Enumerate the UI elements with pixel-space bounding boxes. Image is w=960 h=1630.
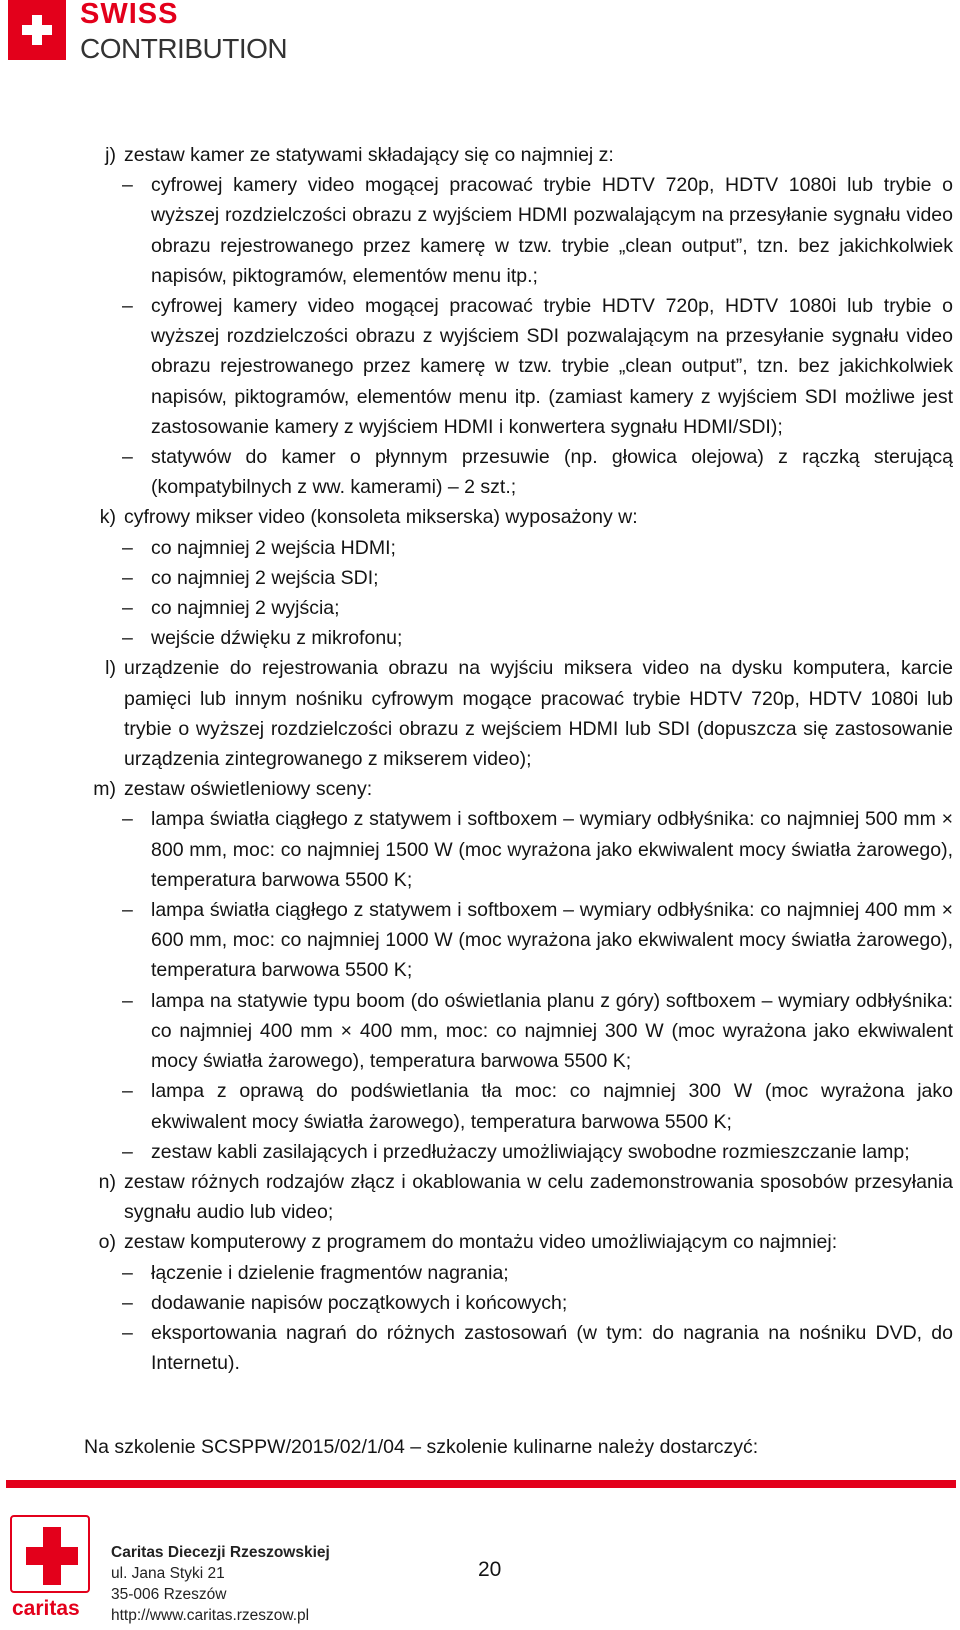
sub-list-item <box>0 170 960 291</box>
sub-list-item <box>0 1076 960 1136</box>
footer-address <box>111 1542 330 1626</box>
list-item-letter: l) <box>105 657 116 680</box>
document-body <box>0 140 960 1378</box>
list-item-letter: n) <box>98 1170 116 1193</box>
sub-list-item-text: co najmniej 2 wejścia SDI; <box>151 566 379 589</box>
sub-list-item <box>0 1258 960 1288</box>
sub-list-item-text: dodawanie napisów początkowych i końcowych; <box>151 1291 568 1314</box>
sub-list-item-text: co najmniej 2 wejścia HDMI; <box>151 536 396 559</box>
dash-bullet: – <box>122 808 133 831</box>
sub-list-item-text: zestaw kabli zasilających i przedłużaczy umożliwiający swobodne rozmieszczanie lamp; <box>151 1140 910 1163</box>
sub-list-item-text: co najmniej 2 wyjścia; <box>151 597 340 620</box>
sub-list-item <box>0 563 960 593</box>
caritas-logo-word: caritas <box>12 1597 80 1620</box>
sub-list-item-text: lampa z oprawą do podświetlania tła moc: co najmniej 300 W (moc wyrażona jako ekwiwalent mocy światła żarowego), temperatura barwowa 5500 K; <box>151 1080 953 1133</box>
dash-bullet: – <box>122 446 133 469</box>
caritas-cross-icon <box>10 1515 90 1593</box>
sub-list-item-text: eksportowania nagrań do różnych zastosowań (w tym: do nagrania na nośniku DVD, do Internetu). <box>151 1321 953 1375</box>
sub-list-item <box>0 442 960 502</box>
sub-list-item <box>0 593 960 623</box>
footer-city: 35-006 Rzeszów <box>111 1586 227 1603</box>
dash-bullet: – <box>122 1291 133 1314</box>
list-item-text: zestaw kamer ze statywami składający się co najmniej z: <box>124 144 614 166</box>
list-item-text: zestaw różnych rodzajów złącz i okablowania w celu zademonstrowania sposobów przesyłania sygnału audio lub video; <box>124 1170 953 1224</box>
sub-list-item <box>0 291 960 442</box>
list-item <box>0 653 960 774</box>
dash-bullet: – <box>122 899 133 922</box>
list-item <box>0 1167 960 1227</box>
sub-list-item <box>0 1137 960 1167</box>
swiss-cross-icon <box>8 0 66 60</box>
logo-brand-line2: CONTRIBUTION <box>80 33 288 64</box>
list-item-letter: j) <box>105 144 116 166</box>
sub-list-item <box>0 895 960 986</box>
list-item-letter: k) <box>99 506 116 529</box>
footer-divider <box>6 1480 956 1488</box>
list-item <box>0 502 960 532</box>
closing-paragraph: Na szkolenie SCSPPW/2015/02/1/04 – szkolenie kulinarne należy dostarczyć: <box>84 1436 759 1458</box>
list-item <box>0 774 960 804</box>
caritas-logo <box>10 1515 92 1625</box>
sub-list-item-text: lampa światła ciągłego z statywem i softboxem – wymiary odbłyśnika: co najmniej 500 mm × 800 mm, moc: co najmniej 1500 W (moc wyrażona jako ekwiwalent mocy światła żarowego), temperatura barwowa 5500 K; <box>151 808 953 891</box>
dash-bullet: – <box>122 1321 133 1344</box>
swiss-contribution-logo <box>8 0 308 64</box>
logo-brand-line1: SWISS <box>80 0 179 30</box>
dash-bullet: – <box>122 1140 133 1163</box>
list-item-letter: o) <box>98 1231 116 1254</box>
list-item-text: urządzenie do rejestrowania obrazu na wyjściu miksera video na dysku komputera, karcie pamięci lub innym nośniku cyfrowym mogące pracować trybie HDTV 720p, HDTV 1080i lub trybie o wyższej rozdzielczości obrazu z wejściem HDMI lub SDI (dopuszcza się zastosowanie urządzenia zintegrowanego z mikserem video); <box>124 657 953 771</box>
footer-street: ul. Jana Styki 21 <box>111 1565 225 1582</box>
sub-list-item <box>0 804 960 895</box>
sub-list-item <box>0 986 960 1077</box>
list-item <box>0 140 960 170</box>
dash-bullet: – <box>122 989 133 1012</box>
sub-list-item-text: lampa światła ciągłego z statywem i softboxem – wymiary odbłyśnika: co najmniej 400 mm × 600 mm, moc: co najmniej 1000 W (moc wyrażona jako ekwiwalent mocy światła żarowego), temperatura barwowa 5500 K; <box>151 899 953 982</box>
sub-list-item-text: lampa na statywie typu boom (do oświetlania planu z góry) softboxem – wymiary odbłyśnika: co najmniej 400 mm × 400 mm, moc: co najmniej 300 W (moc wyrażona jako ekwiwalent mocy światła żarowego), temperatura barwowa 5500 K; <box>151 989 953 1073</box>
dash-bullet: – <box>122 597 133 620</box>
dash-bullet: – <box>122 566 133 589</box>
list-item <box>0 1227 960 1257</box>
dash-bullet: – <box>122 295 133 318</box>
dash-bullet: – <box>122 1080 133 1103</box>
sub-list-item <box>0 1288 960 1318</box>
sub-list-item <box>0 623 960 653</box>
sub-list-item-text: statywów do kamer o płynnym przesuwie (np. głowica olejowa) z rączką sterującą (kompatybilnych z ww. kamerami) – 2 szt.; <box>151 446 953 499</box>
footer-org-name: Caritas Diecezji Rzeszowskiej <box>111 1544 330 1561</box>
page-number: 20 <box>478 1558 502 1581</box>
sub-list-item-text: cyfrowej kamery video mogącej pracować trybie HDTV 720p, HDTV 1080i lub trybie o wyższej rozdzielczości obrazu z wyjściem HDMI pozwalającym na przesyłanie sygnału video obrazu rejestrowanego przez kamerę w tzw. trybie „clean output”, tzn. bez jakichkolwiek napisów, piktogramów, elementów menu itp.; <box>151 174 953 287</box>
dash-bullet: – <box>122 627 133 650</box>
dash-bullet: – <box>122 174 133 197</box>
sub-list-item <box>0 1318 960 1378</box>
dash-bullet: – <box>122 1261 133 1284</box>
dash-bullet: – <box>122 536 133 559</box>
footer-url[interactable]: http://www.caritas.rzeszow.pl <box>111 1607 310 1624</box>
list-item-text: zestaw komputerowy z programem do montażu video umożliwiającym co najmniej: <box>124 1231 838 1254</box>
list-item-letter: m) <box>93 778 116 801</box>
list-item-text: cyfrowy mikser video (konsoleta mikserska) wyposażony w: <box>124 506 638 529</box>
sub-list-item <box>0 533 960 563</box>
sub-list-item-text: łączenie i dzielenie fragmentów nagrania; <box>151 1261 509 1284</box>
list-item-text: zestaw oświetleniowy sceny: <box>124 778 373 801</box>
sub-list-item-text: wejście dźwięku z mikrofonu; <box>151 627 403 650</box>
sub-list-item-text: cyfrowej kamery video mogącej pracować trybie HDTV 720p, HDTV 1080i lub trybie o wyższej rozdzielczości obrazu z wyjściem SDI pozwalającym na przesyłanie sygnału video obrazu rejestrowanego przez kamerę w tzw. trybie „clean output”, tzn. bez jakichkolwiek napisów, piktogramów, elementów menu itp. (zamiast kamery z wyjściem SDI możliwe jest zastosowanie kamery z wyjściem HDMI i konwertera sygnału HDMI/SDI); <box>151 295 953 438</box>
